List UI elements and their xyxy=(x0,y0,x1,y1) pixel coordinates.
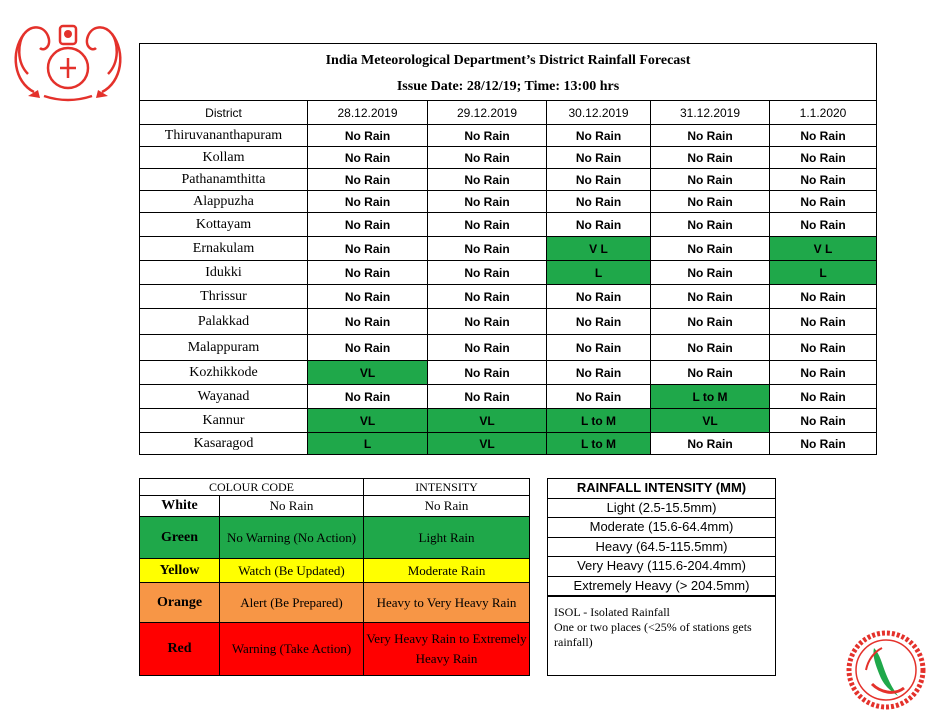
district-name: Kottayam xyxy=(140,213,308,237)
header-date-1: 28.12.2019 xyxy=(308,101,428,125)
forecast-cell: No Rain xyxy=(651,261,770,285)
code-row-green xyxy=(140,517,530,559)
code-intensity: Very Heavy Rain to Extremely Heavy Rain xyxy=(364,623,530,676)
header-date-5: 1.1.2020 xyxy=(770,101,877,125)
district-row xyxy=(140,361,877,385)
district-name: Idukki xyxy=(140,261,308,285)
forecast-cell: No Rain xyxy=(547,309,651,335)
kerala-emblem-logo xyxy=(4,12,132,102)
forecast-cell: No Rain xyxy=(651,147,770,169)
forecast-cell: No Rain xyxy=(308,335,428,361)
district-row xyxy=(140,237,877,261)
district-row xyxy=(140,169,877,191)
forecast-cell: No Rain xyxy=(547,213,651,237)
district-row xyxy=(140,335,877,361)
forecast-cell: VL xyxy=(428,409,547,433)
isol-note xyxy=(547,596,776,676)
forecast-cell: No Rain xyxy=(308,309,428,335)
district-name: Kannur xyxy=(140,409,308,433)
district-name: Malappuram xyxy=(140,335,308,361)
forecast-cell: No Rain xyxy=(428,213,547,237)
district-name: Alappuzha xyxy=(140,191,308,213)
code-intensity: Moderate Rain xyxy=(364,559,530,583)
district-row xyxy=(140,125,877,147)
district-name: Kasaragod xyxy=(140,433,308,455)
district-row xyxy=(140,147,877,169)
intensity-heading: INTENSITY xyxy=(364,479,530,496)
forecast-cell: No Rain xyxy=(547,125,651,147)
forecast-cell: No Rain xyxy=(770,147,877,169)
forecast-cell: No Rain xyxy=(547,147,651,169)
forecast-cell: VL xyxy=(308,409,428,433)
intensity-light: Light (2.5-15.5mm) xyxy=(548,498,776,518)
colour-code-heading: COLOUR CODE xyxy=(140,479,364,496)
district-name: Pathanamthitta xyxy=(140,169,308,191)
code-intensity: Light Rain xyxy=(364,517,530,559)
forecast-cell: No Rain xyxy=(770,125,877,147)
forecast-cell: L to M xyxy=(547,433,651,455)
forecast-cell: No Rain xyxy=(308,237,428,261)
forecast-cell: No Rain xyxy=(547,335,651,361)
header-row xyxy=(140,101,877,125)
code-row-yellow xyxy=(140,559,530,583)
code-name: Green xyxy=(140,517,220,559)
disaster-management-logo xyxy=(846,630,926,710)
code-row-red xyxy=(140,623,530,676)
intensity-very-heavy: Very Heavy (115.6-204.4mm) xyxy=(548,557,776,577)
header-date-3: 30.12.2019 xyxy=(547,101,651,125)
header-date-2: 29.12.2019 xyxy=(428,101,547,125)
forecast-cell: No Rain xyxy=(308,261,428,285)
forecast-cell: No Rain xyxy=(308,147,428,169)
code-name: Orange xyxy=(140,583,220,623)
forecast-cell: No Rain xyxy=(308,285,428,309)
intensity-moderate: Moderate (15.6-64.4mm) xyxy=(548,518,776,538)
forecast-cell: No Rain xyxy=(651,309,770,335)
code-name: Red xyxy=(140,623,220,676)
forecast-cell: L xyxy=(547,261,651,285)
code-meaning: Alert (Be Prepared) xyxy=(220,583,364,623)
forecast-cell: No Rain xyxy=(428,385,547,409)
forecast-cell: No Rain xyxy=(428,361,547,385)
forecast-cell: V L xyxy=(547,237,651,261)
forecast-cell: No Rain xyxy=(770,335,877,361)
forecast-cell: VL xyxy=(308,361,428,385)
forecast-cell: No Rain xyxy=(547,385,651,409)
forecast-cell: No Rain xyxy=(428,191,547,213)
forecast-cell: No Rain xyxy=(428,285,547,309)
forecast-cell: No Rain xyxy=(308,385,428,409)
district-name: Kozhikkode xyxy=(140,361,308,385)
forecast-cell: VL xyxy=(428,433,547,455)
district-row xyxy=(140,309,877,335)
forecast-cell: No Rain xyxy=(547,361,651,385)
forecast-cell: L to M xyxy=(547,409,651,433)
code-name: White xyxy=(140,496,220,517)
forecast-cell: No Rain xyxy=(770,169,877,191)
district-name: Thrissur xyxy=(140,285,308,309)
forecast-cell: No Rain xyxy=(428,335,547,361)
district-name: Kollam xyxy=(140,147,308,169)
forecast-cell: No Rain xyxy=(651,237,770,261)
isol-definition: ISOL - Isolated Rainfall xyxy=(554,605,670,619)
forecast-cell: No Rain xyxy=(651,335,770,361)
forecast-cell: L to M xyxy=(651,385,770,409)
rainfall-intensity-table xyxy=(547,478,776,596)
forecast-cell: V L xyxy=(770,237,877,261)
code-meaning: No Rain xyxy=(220,496,364,517)
district-name: Ernakulam xyxy=(140,237,308,261)
forecast-cell: No Rain xyxy=(770,433,877,455)
forecast-cell: No Rain xyxy=(770,385,877,409)
forecast-cell: No Rain xyxy=(770,309,877,335)
code-meaning: Watch (Be Updated) xyxy=(220,559,364,583)
intensity-extremely-heavy: Extremely Heavy (> 204.5mm) xyxy=(548,576,776,596)
district-row xyxy=(140,191,877,213)
forecast-cell: No Rain xyxy=(651,433,770,455)
code-intensity: Heavy to Very Heavy Rain xyxy=(364,583,530,623)
forecast-title-line1: India Meteorological Department’s District Rainfall Forecast xyxy=(325,52,691,68)
forecast-cell: No Rain xyxy=(428,125,547,147)
district-row xyxy=(140,433,877,455)
forecast-cell: No Rain xyxy=(308,125,428,147)
forecast-cell: No Rain xyxy=(651,191,770,213)
forecast-cell: No Rain xyxy=(308,169,428,191)
forecast-cell: No Rain xyxy=(770,361,877,385)
intensity-heavy: Heavy (64.5-115.5mm) xyxy=(548,537,776,557)
district-name: Thiruvananthapuram xyxy=(140,125,308,147)
forecast-cell: No Rain xyxy=(308,191,428,213)
code-name: Yellow xyxy=(140,559,220,583)
forecast-cell: No Rain xyxy=(770,213,877,237)
forecast-cell: No Rain xyxy=(770,191,877,213)
colour-code-table xyxy=(139,478,530,676)
forecast-cell: No Rain xyxy=(770,409,877,433)
forecast-cell: VL xyxy=(651,409,770,433)
forecast-cell: No Rain xyxy=(651,361,770,385)
district-row xyxy=(140,409,877,433)
rainfall-intensity-title: RAINFALL INTENSITY (MM) xyxy=(548,479,776,499)
header-date-4: 31.12.2019 xyxy=(651,101,770,125)
forecast-cell: No Rain xyxy=(547,191,651,213)
code-intensity: No Rain xyxy=(364,496,530,517)
code-meaning: No Warning (No Action) xyxy=(220,517,364,559)
header-district: District xyxy=(140,101,308,125)
forecast-title xyxy=(140,44,877,101)
forecast-cell: No Rain xyxy=(651,125,770,147)
isol-description: One or two places (<25% of stations gets rainfall) xyxy=(554,620,752,649)
forecast-cell: No Rain xyxy=(428,309,547,335)
forecast-cell: No Rain xyxy=(651,213,770,237)
forecast-cell: No Rain xyxy=(547,285,651,309)
district-row xyxy=(140,261,877,285)
forecast-cell: No Rain xyxy=(428,169,547,191)
code-meaning: Warning (Take Action) xyxy=(220,623,364,676)
forecast-cell: No Rain xyxy=(770,285,877,309)
district-rainfall-forecast-table xyxy=(139,43,877,455)
forecast-cell: No Rain xyxy=(651,169,770,191)
district-row xyxy=(140,385,877,409)
code-row-orange xyxy=(140,583,530,623)
district-name: Palakkad xyxy=(140,309,308,335)
forecast-cell: L xyxy=(770,261,877,285)
forecast-cell: No Rain xyxy=(428,147,547,169)
forecast-cell: No Rain xyxy=(547,169,651,191)
forecast-cell: No Rain xyxy=(428,237,547,261)
forecast-cell: L xyxy=(308,433,428,455)
forecast-cell: No Rain xyxy=(308,213,428,237)
district-row xyxy=(140,213,877,237)
district-row xyxy=(140,285,877,309)
forecast-cell: No Rain xyxy=(651,285,770,309)
district-name: Wayanad xyxy=(140,385,308,409)
forecast-issue-date: Issue Date: 28/12/19; Time: 13:00 hrs xyxy=(396,78,620,94)
forecast-cell: No Rain xyxy=(428,261,547,285)
code-row-white xyxy=(140,496,530,517)
